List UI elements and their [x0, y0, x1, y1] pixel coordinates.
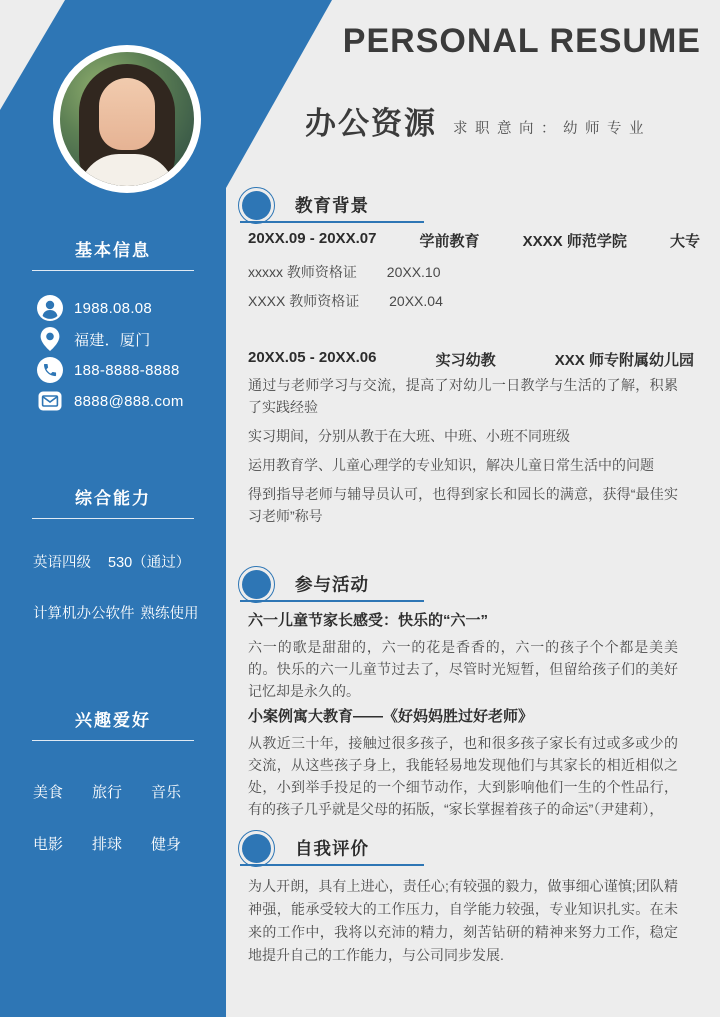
- ability-value: 530（通过）: [108, 555, 191, 571]
- hobby-item: 美食: [33, 784, 64, 801]
- education-period: 20XX.09 - 20XX.07: [248, 230, 377, 247]
- education-entry-row: [248, 230, 700, 251]
- header-diagonal-shape: [226, 0, 332, 188]
- location-icon: [37, 326, 63, 352]
- hobby-item: 电影: [33, 836, 64, 853]
- job-intent: 求职意向：幼师专业: [453, 121, 651, 137]
- photo-face-shape: [99, 78, 155, 150]
- experience-entry-row: [248, 349, 694, 370]
- birth-row: [0, 295, 226, 321]
- basic-info-list: [0, 295, 226, 414]
- experience-org: XXX 师专附属幼儿园: [554, 352, 694, 369]
- experience-point: 运用教育学、儿童心理学的专业知识，解决儿童日常生活中的问题: [248, 457, 654, 473]
- section-underline: [240, 864, 424, 866]
- ability-name: 计算机办公软件: [33, 606, 135, 622]
- education-school: XXXX 师范学院: [522, 233, 627, 250]
- basic-info-title: 基本信息: [75, 241, 151, 260]
- ability-row: [0, 602, 226, 623]
- activity-heading: 六一儿童节家长感受：快乐的“六一”: [248, 612, 489, 629]
- hobbies-section: [0, 706, 226, 854]
- certificate-date: 20XX.04: [389, 293, 443, 309]
- education-section-header: [238, 187, 698, 224]
- certificate-date: 20XX.10: [386, 264, 441, 280]
- user-icon: [37, 295, 63, 321]
- experience-points: [248, 374, 678, 534]
- ability-name: 英语四级: [33, 555, 91, 571]
- profile-photo: [53, 45, 201, 193]
- email-value: 8888@888.com: [74, 392, 184, 410]
- divider: [32, 740, 194, 741]
- hobby-item: 旅行: [91, 784, 122, 801]
- activity-heading: 小案例寓大教育——《好妈妈胜过好老师》: [248, 708, 534, 725]
- abilities-title: 综合能力: [75, 489, 151, 508]
- activity-body: 六一的歌是甜甜的，六一的花是香香的，六一的孩子个个都是美美的。快乐的六一儿童节过去了，尽管时光短暂，但留给孩子们的美好记忆却是永久的。: [248, 639, 678, 699]
- hobby-row: [33, 781, 181, 802]
- education-major: 学前教育: [419, 233, 480, 250]
- hobby-item: 音乐: [150, 784, 181, 801]
- email-row: [0, 388, 226, 414]
- section-bullet-icon: [238, 830, 275, 867]
- hobby-item: 排球: [91, 836, 122, 853]
- certificate-row: [248, 291, 443, 311]
- experience-period: 20XX.05 - 20XX.06: [248, 349, 377, 366]
- location-row: [0, 326, 226, 352]
- abilities-section: [0, 484, 226, 623]
- evaluation-section-header: [238, 830, 698, 867]
- divider: [32, 518, 194, 519]
- location-value: 福建．厦门: [74, 331, 151, 349]
- experience-point: 通过与老师学习与交流，提高了对幼儿一日教学与生活的了解，积累了实践经验: [248, 377, 678, 415]
- experience-point: 得到指导老师与辅导员认可，也得到家长和园长的满意，获得“最佳实习老师”称号: [248, 486, 678, 524]
- section-bullet-icon: [238, 566, 275, 603]
- phone-value: 188-8888-8888: [74, 361, 180, 379]
- email-icon: [37, 388, 63, 414]
- evaluation-section-title: 自我评价: [295, 838, 369, 858]
- divider: [32, 270, 194, 271]
- hobby-item: 健身: [150, 836, 181, 853]
- section-bullet-icon: [238, 187, 275, 224]
- experience-point: 实习期间，分别从教于在大班、中班、小班不同班级: [248, 428, 570, 444]
- education-degree: 大专: [669, 233, 700, 250]
- hobby-row: [33, 833, 181, 854]
- section-underline: [240, 600, 424, 602]
- name-row: [305, 98, 651, 143]
- phone-icon: [37, 357, 63, 383]
- ability-row: [0, 551, 226, 572]
- activities-section-header: [238, 566, 698, 603]
- basic-info-section: [0, 236, 226, 419]
- birth-value: 1988.08.08: [74, 299, 153, 317]
- activities-section-title: 参与活动: [295, 574, 369, 594]
- hobbies-title: 兴趣爱好: [75, 711, 151, 730]
- certificate-name: xxxxx 教师资格证: [248, 264, 357, 280]
- education-section-title: 教育背景: [295, 195, 369, 215]
- section-underline: [240, 221, 424, 223]
- phone-row: [0, 357, 226, 383]
- experience-role: 实习幼教: [435, 352, 496, 369]
- certificate-row: [248, 262, 441, 282]
- candidate-name: 办公资源: [305, 106, 437, 141]
- ability-value: 熟练使用: [140, 606, 199, 622]
- certificate-name: XXXX 教师资格证: [248, 293, 360, 309]
- activity-body: 从教近三十年，接触过很多孩子，也和很多孩子家长有过或多或少的交流，从这些孩子身上，我能轻易地发现他们与其家长的相近相似之处，小到举手投足的一个细节动作，大到影响他们一生的个性品行，有的孩子几乎就是父母的拓版，“家长掌握着孩子的命运”（尹建莉），: [248, 735, 678, 817]
- evaluation-body: 为人开朗，具有上进心，责任心;有较强的毅力，做事细心谨慎;团队精神强，能承受较大的工作压力，自学能力较强，专业知识扎实。在未来的工作中，我将以充沛的精力，刻苦钻研的精神来努力工作，稳定地提升自己的工作能力，与公司同步发展.: [248, 878, 678, 963]
- banner-title: PERSONAL RESUME: [342, 22, 701, 60]
